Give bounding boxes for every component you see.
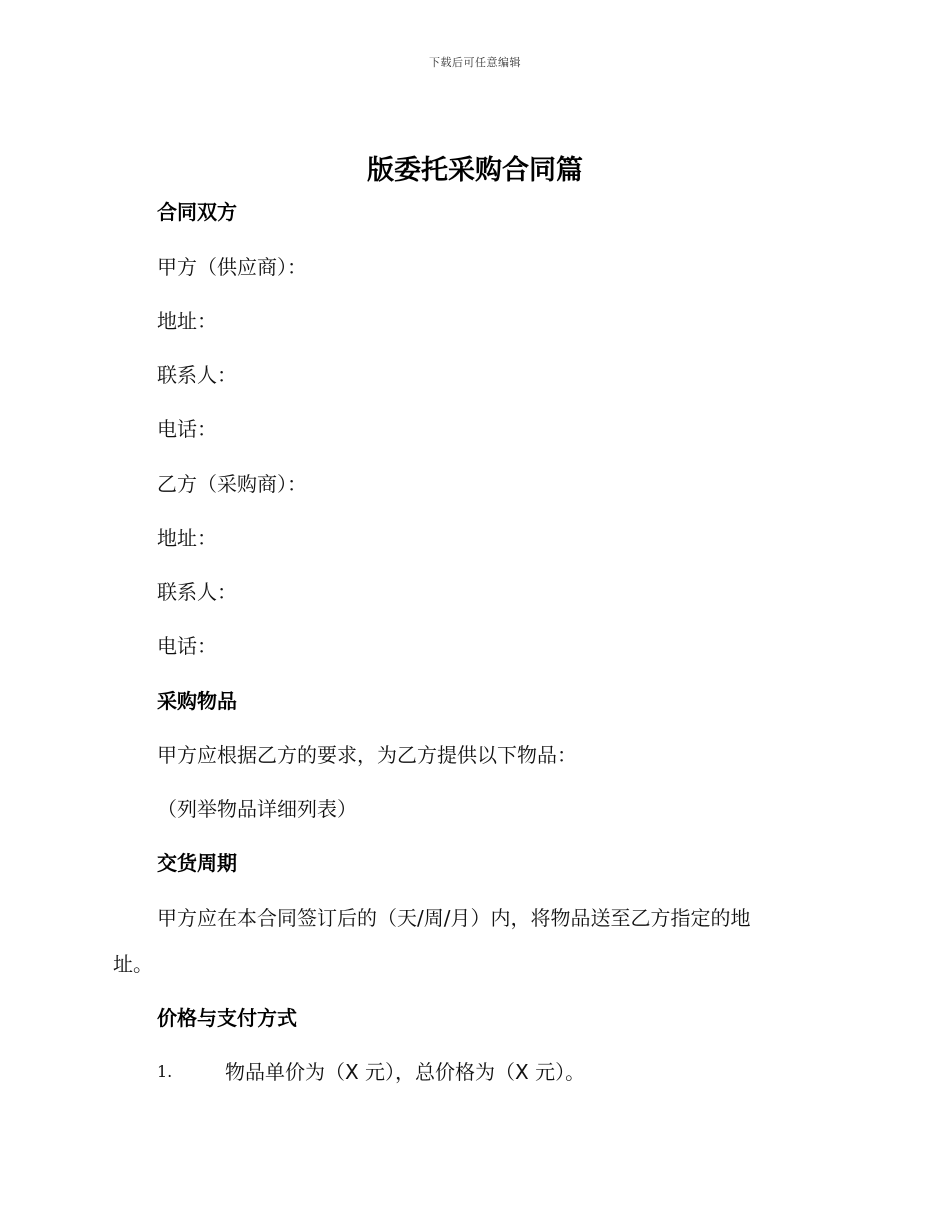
delivery-paragraph-continued: 址。	[113, 952, 153, 976]
goods-list-placeholder: （列举物品详细列表）	[157, 797, 357, 821]
party-a-address-label: 地址：	[157, 309, 217, 333]
party-a-contact-label: 联系人：	[157, 363, 237, 387]
party-b-contact-label: 联系人：	[157, 580, 237, 604]
section-heading-parties: 合同双方	[157, 200, 237, 224]
party-b-label: 乙方（采购商）：	[157, 472, 307, 496]
section-heading-price: 价格与支付方式	[157, 1006, 297, 1030]
party-b-address-label: 地址：	[157, 526, 217, 550]
price-item-number: 1.	[157, 1062, 173, 1081]
party-a-phone-label: 电话：	[157, 417, 217, 441]
section-heading-goods: 采购物品	[157, 689, 237, 713]
party-b-phone-label: 电话：	[157, 634, 217, 658]
delivery-paragraph: 甲方应在本合同签订后的（天/周/月）内，将物品送至乙方指定的地	[157, 906, 751, 930]
party-a-label: 甲方（供应商）：	[157, 255, 307, 279]
price-item-text: 物品单价为（X 元），总价格为（X 元）。	[225, 1060, 586, 1084]
section-heading-delivery: 交货周期	[157, 851, 237, 875]
goods-paragraph: 甲方应根据乙方的要求，为乙方提供以下物品：	[157, 743, 577, 767]
document-title: 版委托采购合同篇	[367, 155, 583, 186]
page-header-note: 下载后可任意编辑	[429, 56, 521, 69]
